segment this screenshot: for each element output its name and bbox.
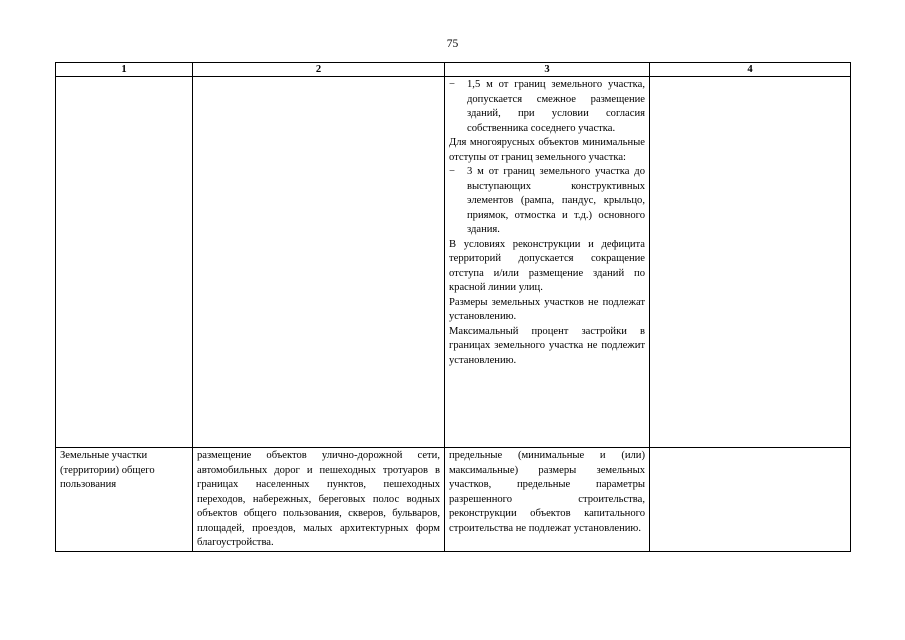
bullet-item bbox=[449, 165, 645, 238]
row2-col1: Земельные участки (территории) общего пользования bbox=[56, 448, 193, 552]
row1-col2 bbox=[193, 77, 445, 448]
row1-col3 bbox=[445, 77, 650, 448]
header-cell-3: 3 bbox=[445, 63, 650, 77]
row1-col1 bbox=[56, 77, 193, 448]
regulation-table bbox=[55, 62, 851, 552]
bullet-dash: − bbox=[449, 166, 455, 177]
paragraph: В условиях реконструкции и дефицита территорий допускается сокращение отступа и/или размещение зданий по красной линии улиц. bbox=[449, 238, 645, 293]
bullet-text: 1,5 м от границ земельного участка, допускается смежное размещение зданий, при условии согласия собственника соседнего участка. bbox=[467, 79, 645, 134]
header-cell-2: 2 bbox=[193, 63, 445, 77]
table-row bbox=[56, 448, 851, 552]
paragraph: Максимальный процент застройки в границах земельного участка не подлежит установлению. bbox=[449, 325, 645, 366]
header-cell-4: 4 bbox=[650, 63, 851, 77]
row2-col4 bbox=[650, 448, 851, 552]
paragraph: Для многоярусных объектов минимальные отступы от границ земельного участка: bbox=[449, 137, 645, 163]
row2-col2: размещение объектов улично-дорожной сети, автомобильных дорог и пешеходных тротуаров в границах населенных пунктов, пешеходных переходов, набережных, береговых полос водных объектов общего пользования, скверов, бульваров, площадей, проездов, малых архитектурных форм благоустройства. bbox=[193, 448, 445, 552]
row2-col3: предельные (минимальные и (или) максимальные) размеры земельных участков, предельные параметры разрешенного строительства, реконструкции объектов капитального строительства не подлежат установлению. bbox=[445, 448, 650, 552]
bullet-dash: − bbox=[449, 79, 455, 90]
paragraph: Размеры земельных участков не подлежат установлению. bbox=[449, 296, 645, 322]
table-row bbox=[56, 77, 851, 448]
bullet-item bbox=[449, 78, 645, 136]
bullet-text: 3 м от границ земельного участка до выступающих конструктивных элементов (рампа, пандус, крыльцо, приямок, отмостка и т.д.) основного здания. bbox=[467, 166, 645, 235]
page-number: 75 bbox=[446, 38, 459, 50]
row1-col4 bbox=[650, 77, 851, 448]
header-cell-1: 1 bbox=[56, 63, 193, 77]
table-header-row bbox=[56, 63, 851, 77]
